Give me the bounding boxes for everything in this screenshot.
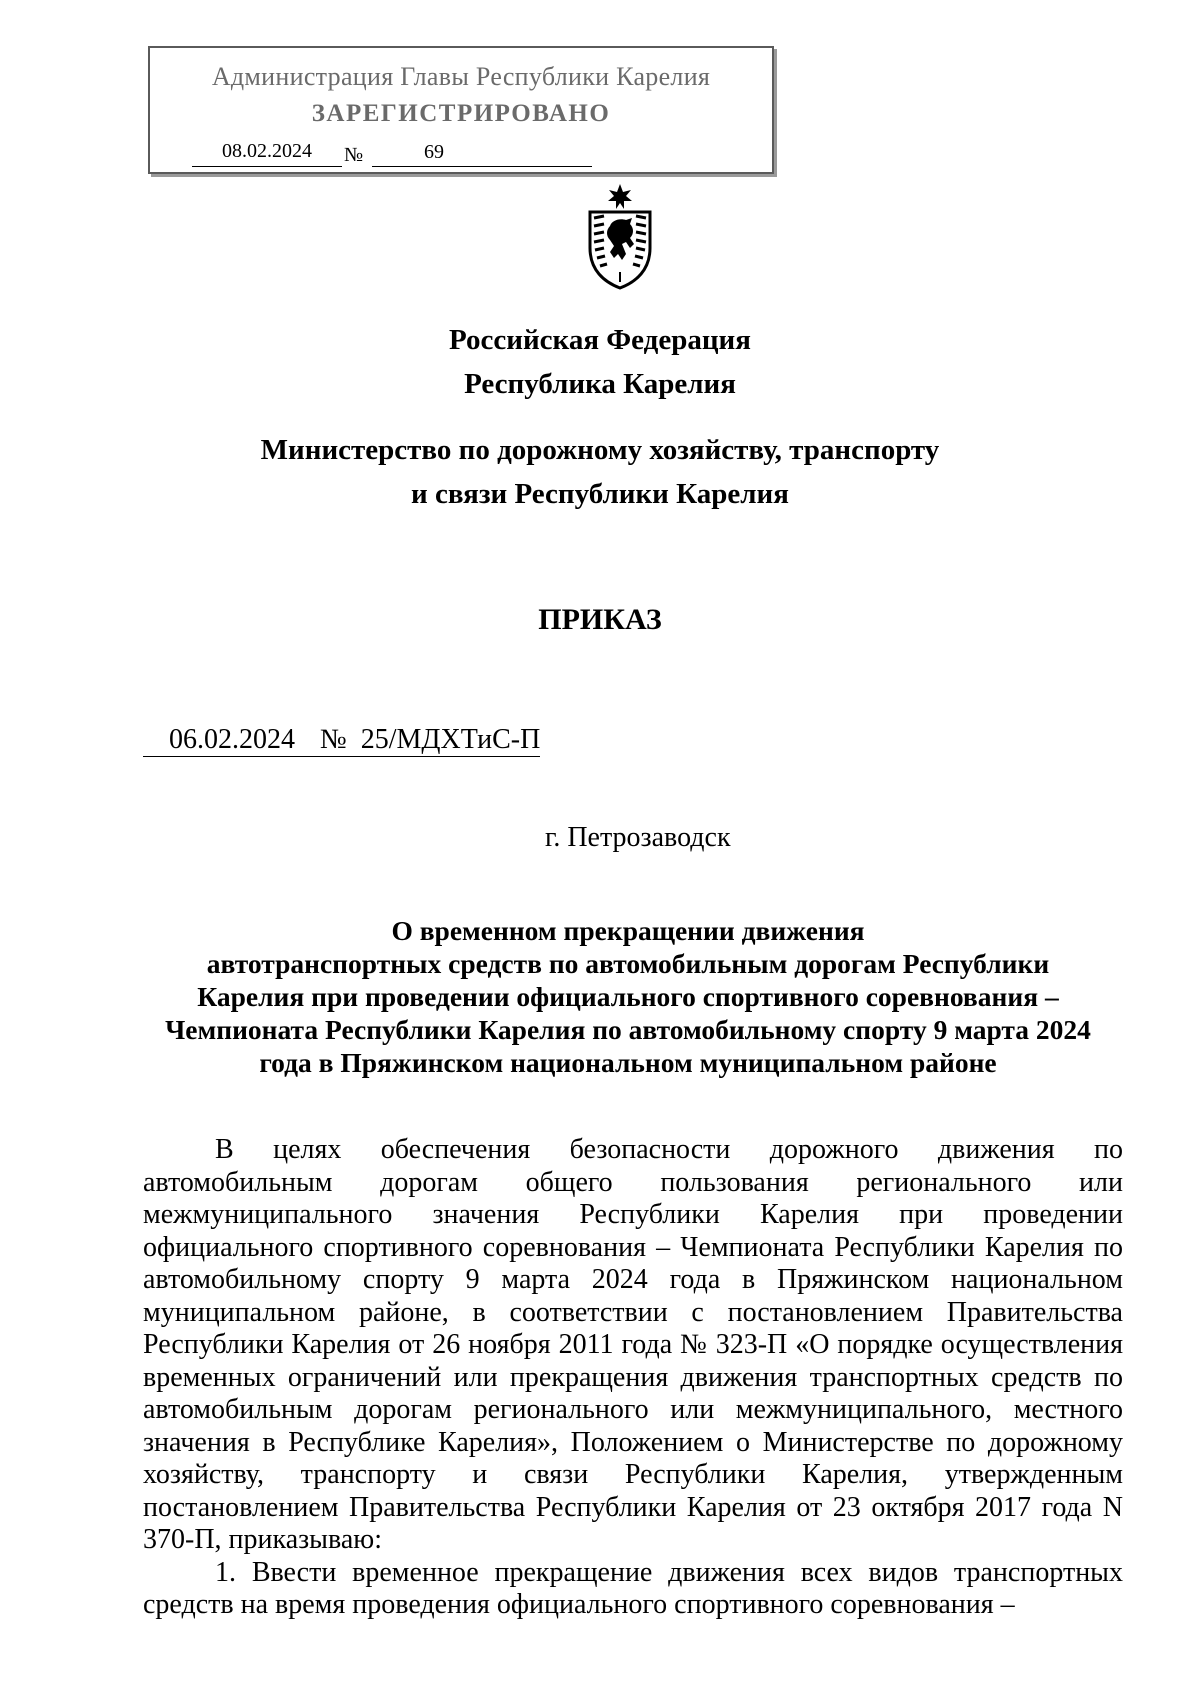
order-date: 06.02.2024 [143,724,299,757]
order-date-number [143,724,540,760]
document-type-title: ПРИКАЗ [538,603,662,636]
order-number: 25/МДХТиС-П [360,724,541,755]
subject-line: Чемпионата Республики Карелия по автомобильному спорту 9 марта 2024 [165,1014,1091,1045]
stamp-registration-line [192,141,748,171]
order-number-wrap [299,724,540,757]
registration-stamp [148,46,774,174]
order-number-sign: № [320,724,347,755]
stamp-date: 08.02.2024 [192,140,342,167]
body-paragraph: 1. Ввести временное прекращение движения всех видов транспортных средств на время проведения официального спортивного соревнования – [143,1556,1123,1620]
city: г. Петрозаводск [545,822,731,853]
ministry-heading-line1: Министерство по дорожному хозяйству, транспорту [260,434,940,466]
stamp-registered: ЗАРЕГИСТРИРОВАНО [311,100,611,127]
ministry-heading-line2: и связи Республики Карелия [411,478,789,510]
subject-line: Карелия при проведении официального спортивного соревнования – [197,981,1059,1012]
country-heading: Российская Федерация [449,324,751,356]
coat-of-arms-icon [580,182,660,290]
subject-line: О временном прекращении движения [391,915,865,946]
order-body [143,1134,1123,1622]
subject-line: года в Пряжинском национальном муниципальном районе [259,1047,997,1078]
stamp-number: 69 [372,141,592,167]
body-paragraph: В целях обеспечения безопасности дорожного движения по автомобильным дорогам общего пользования регионального или межмуниципального значения Республики Карелия при проведении официального спортивного соревнования – Чемпионата Республики Карелия по автомобильному спорту 9 марта 2024 года в Пряжинском национальном муниципальном районе, в соответствии с постановлением Правительства Республики Карелия от 26 ноября 2011 года № 323-П «О порядке осуществления временных ограничений или прекращения движения транспортных средств по автомобильным дорогам регионального или межмуниципального, местного значения в Республике Карелия», Положением о Министерстве по дорожному хозяйству, транспорту и связи Республики Карелия, утвержденным постановлением Правительства Республики Карелия от 23 октября 2017 года N 370-П, приказываю: [143,1134,1123,1555]
republic-heading: Республика Карелия [464,368,736,400]
order-subject [143,914,1113,1079]
stamp-number-sign: № [344,144,364,166]
subject-line: автотранспортных средств по автомобильным дорогам Республики [206,948,1050,979]
stamp-organization: Администрация Главы Республики Карелия [211,62,711,91]
